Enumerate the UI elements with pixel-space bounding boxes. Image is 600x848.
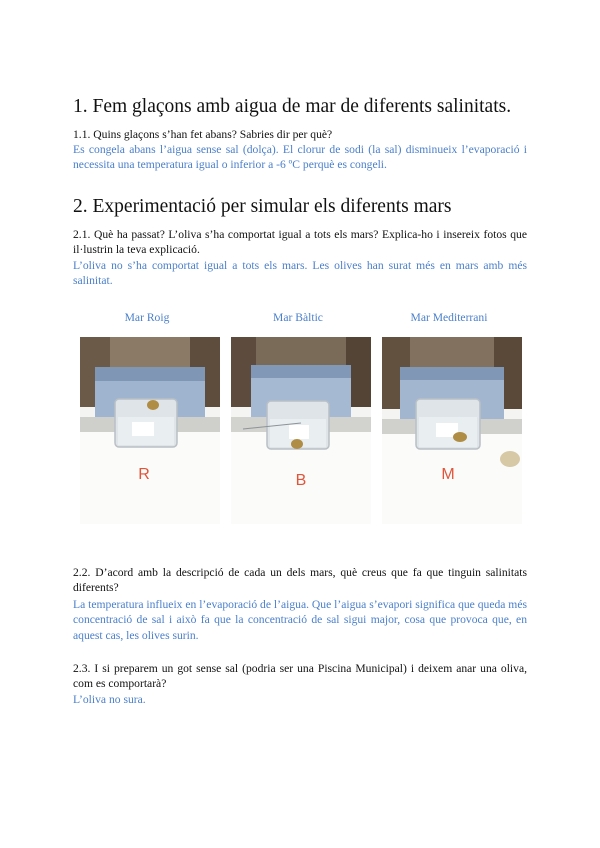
question-2-2: 2.2. D’acord amb la descripció de cada un dels mars, què creus que fa que tinguin salinitats diferents? [73,566,527,595]
beaker-label-b: B [295,472,307,489]
question-2-1: 2.1. Què ha passat? L’oliva s’ha comportat igual a tots els mars? Explica-ho i insereix fotos que il·lustrin la teva explicació. [73,228,527,257]
answer-2-1: L’oliva no s’ha comportat igual a tots els mars. Les olives han surat més en mars amb més salinitat. [73,259,527,288]
photo-mar-mediterrani [382,337,522,524]
section1-title: 1. Fem glaçons amb aigua de mar de diferents salinitats. [73,96,512,117]
beaker-label-r: R [138,466,150,483]
section2-title: 2. Experimentació per simular els diferents mars [73,196,452,217]
beaker-label-m: M [441,466,455,483]
caption-mar-mediterrani: Mar Mediterrani [410,311,488,324]
photo-mar-roig [80,337,220,524]
answer-2-2: La temperatura influeix en l’evaporació de l’aigua. Que l’aigua s’evapori significa que queda més concentració de sal i això fa que la concentració de sal sigui major, cosa que provoca que, en aquest cas, les olives surin. [73,598,527,642]
answer-1-1: Es congela abans l’aigua sense sal (dolça). El clorur de sodi (la sal) disminueix l’evaporació i necessita una temperatura igual o inferior a -6 ºC perquè es congeli. [73,143,527,172]
answer-2-3: L’oliva no sura. [73,693,146,706]
question-2-3: 2.3. I si preparem un got sense sal (podria ser una Piscina Municipal) i deixem anar una oliva, com es comportarà? [73,662,527,691]
caption-mar-baltic: Mar Bàltic [273,311,323,324]
caption-mar-roig: Mar Roig [124,311,170,324]
photo-mar-baltic [231,337,371,524]
question-1-1: 1.1. Quins glaçons s’han fet abans? Sabries dir per què? [73,128,333,141]
